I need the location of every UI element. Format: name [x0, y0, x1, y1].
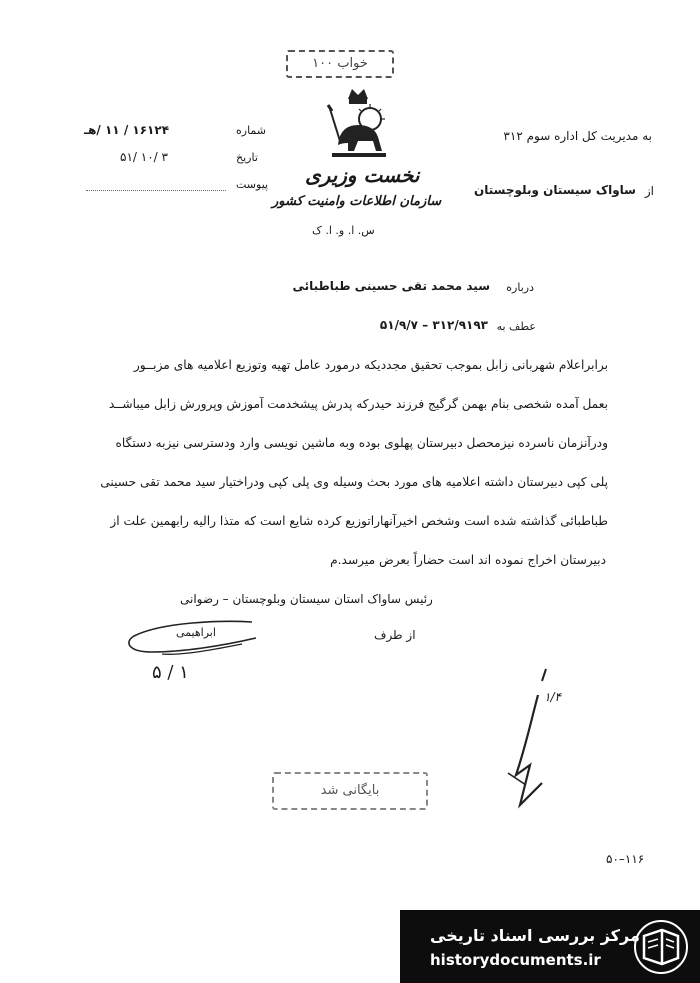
subject-label: درباره: [506, 281, 534, 294]
top-stamp-text: خواب ۱۰۰: [312, 56, 368, 71]
body-line-3: ودرآنزمان ناسرده نیزمحصل دبیرستان پهلوی بوده وبه ماشین نویسی وارد ودسترسی نیزبه دستگاه: [115, 436, 608, 450]
archive-stamp: [272, 772, 428, 810]
emblem-title: نخست وزیری: [305, 163, 420, 187]
attachment-line: [86, 190, 226, 191]
margin-signature-icon: [486, 665, 566, 825]
body-line-5: طباطبائی گذاشته شده است وشخص اخیرآنهاراتوزیع کرده شایع است که متذا رالیه رابهمین علت از: [110, 514, 608, 528]
body-line-2: بعمل آمده شخصی بنام بهمن گرگیج فرزند حیدرکه پدرش پیشخدمت آموزش وپرورش زابل میباشــد: [108, 397, 608, 411]
attachment-label: پیوست: [236, 178, 269, 191]
number-value: ۱۶۱۲۴ / ۱۱ /هـ: [84, 123, 170, 137]
from-value: ساواک سیستان وبلوچستان: [474, 183, 636, 197]
top-stamp: [286, 50, 394, 78]
margin-note: ۱/۴: [544, 690, 561, 704]
page-number: ۵۰–۱۱۶: [606, 852, 645, 866]
emblem-subtitle: سازمان اطلاعات وامنیت کشور: [272, 194, 442, 209]
initials-name: ابراهیمی: [176, 626, 216, 639]
date-value: ۵۱/ ۱۰/ ۳: [120, 150, 168, 164]
handwritten-number: ۵ / ۱: [152, 662, 189, 683]
lion-and-sun-emblem-icon: [318, 85, 398, 165]
reference-value: ۵۱/۹/۷ – ۳۱۲/۹۱۹۳: [379, 318, 488, 332]
number-label: شماره: [236, 124, 267, 137]
subject-value: سید محمد تقی حسینی طباطبائی: [292, 279, 490, 293]
signatory-title: رئیس ساواک استان سیستان وبلوچستان – رضوانی: [180, 592, 433, 606]
reference-label: عطف به: [496, 320, 536, 333]
date-label: تاریخ: [236, 151, 258, 164]
body-line-4: پلی کپی دبیرستان داشته اعلامیه های مورد بحث وسیله وی پلی کپی ودراختیار سید محمد تقی حسینی: [100, 475, 608, 489]
to-line: به مدیریت کل اداره سوم ۳۱۲: [503, 129, 652, 143]
watermark-title: مرکز بررسی اسناد تاریخی: [430, 926, 640, 945]
emblem-code: س. ا. و. ا. ک: [312, 224, 375, 237]
archive-stamp-text: بایگانی شد: [320, 783, 380, 798]
body-line-1: برابراعلام شهربانی زابل بموجب تحقیق مجددیکه درمورد عامل تهیه وتوزیع اعلامیه های مزبــور: [133, 358, 608, 372]
from-label: از: [644, 184, 654, 198]
archive-logo-icon: [632, 918, 690, 976]
body-line-6: دبیرستان اخراج نموده اند است حضاراً بعرض میرسد.م: [330, 553, 606, 567]
copy-label: از طرف: [374, 628, 416, 642]
watermark-url: historydocuments.ir: [430, 951, 601, 969]
